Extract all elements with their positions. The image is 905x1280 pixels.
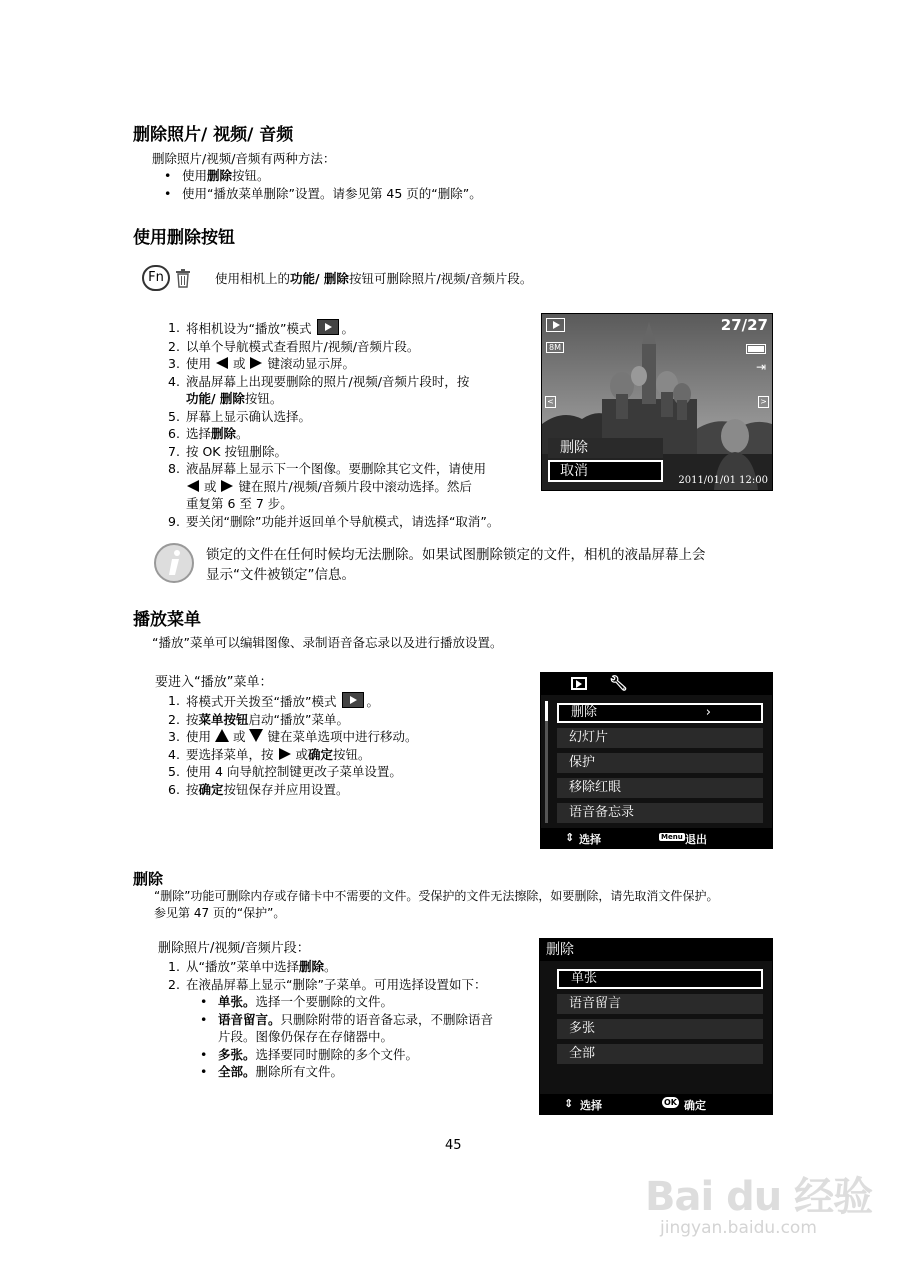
delete-button-desc: 使用相机上的功能/ 删除按钮可删除照片/视频/音频片段。 [215,271,533,286]
trash-icon [175,268,191,288]
info-icon [152,542,196,584]
updown-icon: ⇕ [564,1097,574,1110]
list-item: 4. 液晶屏幕上出现要删除的照片/视频/音频片段时，按 [168,373,470,389]
list-item: 8. 液晶屏幕上显示下一个图像。要删除其它文件，请使用 [168,461,487,476]
footer-select-label: 选择 [580,1099,602,1112]
image-size-badge: 8M [546,342,564,353]
right-arrow-icon [220,480,234,492]
up-arrow-icon [215,729,229,742]
list-item: 重复第 6 至 7 步。 [186,496,293,511]
down-arrow-icon [249,729,263,742]
watermark-url: jingyan.baidu.com [660,1218,817,1238]
list-item: • 语音留言。只删除附带的语音备忘录，不删除语音 [198,1011,493,1029]
delete-intro: “删除”功能可删除内存或存储卡中不需要的文件。受保护的文件无法擦除，如要删除，请先取消文件保护。 参见第 47 页的“保护”。 [154,889,719,920]
menu-header [541,673,772,695]
ok-button-icon: OK [664,1098,677,1107]
menu-item-delete[interactable]: 删除 › [557,703,763,723]
play-tab-icon[interactable] [571,677,587,690]
wrench-tab-icon[interactable]: 🔧︎ [609,674,629,692]
left-arrow-icon [215,357,229,369]
baidu-logo: Bai du 经验 [645,1174,873,1220]
list-item: 1. 将模式开关拨至“播放”模式 。 [168,693,379,709]
menu-button-icon: Menu [661,833,683,841]
section-title-playback-menu: 播放菜单 [133,610,201,630]
delete-lead: 删除照片/视频/音频片段： [158,941,310,956]
menu-item-all[interactable]: 全部 [557,1044,763,1064]
menu-item-single[interactable]: 单张 [557,969,763,989]
list-item: 6. 选择删除。 [168,426,249,441]
card-icon: ⇥ [755,360,766,374]
play-mode-icon [342,692,364,708]
updown-icon: ⇕ [565,831,575,844]
list-item: 9. 要关闭“删除”功能并返回单个导航模式，请选择“取消”。 [168,513,500,529]
list-item: • 多张。选择要同时删除的多个文件。 [198,1046,493,1064]
list-item: 或 键在照片/视频/音频片段中滚动选择。然后 [168,478,499,496]
datetime-stamp: 2011/01/01 12:00 [678,475,768,486]
next-arrow-icon: > [758,396,769,408]
playback-menu-intro: “播放”菜单可以编辑图像、录制语音备忘录以及进行播放设置。 [152,635,503,650]
list-item: • 全部。删除所有文件。 [198,1063,493,1081]
playback-menu-lead: 要进入“播放”菜单： [155,675,273,690]
list-item: 7. 按 OK 按钮删除。 [168,443,287,459]
delete-menu-steps [168,958,486,993]
prev-arrow-icon: < [545,396,556,408]
camera-screen-delete-confirm [541,313,773,491]
camera-screen-playback-menu [540,672,773,849]
list-item: • 使用“播放菜单删除”设置。请参见第 45 页的“删除”。 [162,185,482,203]
menu-item-slideshow[interactable]: 幻灯片 [557,728,763,748]
method-list [162,167,482,202]
right-arrow-icon [278,748,292,760]
delete-steps [168,319,499,530]
menu-item-protect[interactable]: 保护 [557,753,763,773]
list-item: 4. 要选择菜单，按 或确定按钮。 [168,746,371,762]
locked-file-note: 锁定的文件在任何时候均无法删除。如果试图删除锁定的文件，相机的液晶屏幕上会 显示“文件被锁定”信息。 [206,547,706,583]
list-item: • 单张。选择一个要删除的文件。 [198,993,493,1011]
submenu-header: 删除 [540,939,772,961]
scrollbar[interactable] [545,701,548,823]
menu-item-voice-memo[interactable]: 语音留言 [557,994,763,1014]
menu-item-red-eye[interactable]: 移除红眼 [557,778,763,798]
list-item: 2. 按菜单按钮启动“播放”菜单。 [168,711,349,727]
list-item: 3. 使用 或 键滚动显示屏。 [168,356,355,371]
battery-icon [746,344,766,354]
playback-steps [168,692,417,798]
footer-exit-label: 退出 [685,833,707,846]
submenu-footer [540,1094,772,1114]
footer-confirm-label: 确定 [684,1099,706,1112]
list-item: 2. 在液晶屏幕上显示“删除”子菜单。可用选择设置如下： [168,976,487,992]
section-title-delete: 删除照片/ 视频/ 音频 [133,125,294,145]
list-item: 1. 将相机设为“播放”模式 。 [168,320,354,336]
menu-item-cancel[interactable]: 取消 [548,460,663,482]
section-title-delete-button: 使用删除按钮 [133,228,235,248]
menu-item-multi[interactable]: 多张 [557,1019,763,1039]
play-mode-icon [317,319,339,335]
section-intro: 删除照片/视频/音频有两种方法： [152,151,336,166]
menu-footer [541,828,772,848]
image-counter: 27/27 [720,316,768,334]
section-title-delete-menu: 删除 [133,870,164,888]
page-number: 45 [445,1138,462,1153]
play-mode-icon [546,318,565,332]
list-item: 功能/ 删除按钮。 [186,391,283,406]
fn-button-icon: Fn [142,265,170,291]
delete-options-list [198,993,493,1081]
list-item: • 使用删除按钮。 [162,167,482,185]
menu-item-delete[interactable]: 删除 [548,438,663,458]
left-arrow-icon [186,480,200,492]
list-item: 6. 按确定按钮保存并应用设置。 [168,781,349,797]
camera-screen-delete-submenu [539,938,773,1115]
list-item: 5. 屏幕上显示确认选择。 [168,408,312,424]
right-arrow-icon [249,357,263,369]
list-item: 2. 以单个导航模式查看照片/视频/音频片段。 [168,338,420,354]
list-item: 片段。图像仍保存在存储器中。 [218,1029,394,1044]
menu-item-voice-memo[interactable]: 语音备忘录 [557,803,763,823]
list-item: 5. 使用 4 向导航控制键更改子菜单设置。 [168,764,402,779]
footer-select-label: 选择 [579,833,601,846]
list-item: 3. 使用 或 键在菜单选项中进行移动。 [168,729,418,744]
list-item: 1. 从“播放”菜单中选择删除。 [168,959,337,974]
